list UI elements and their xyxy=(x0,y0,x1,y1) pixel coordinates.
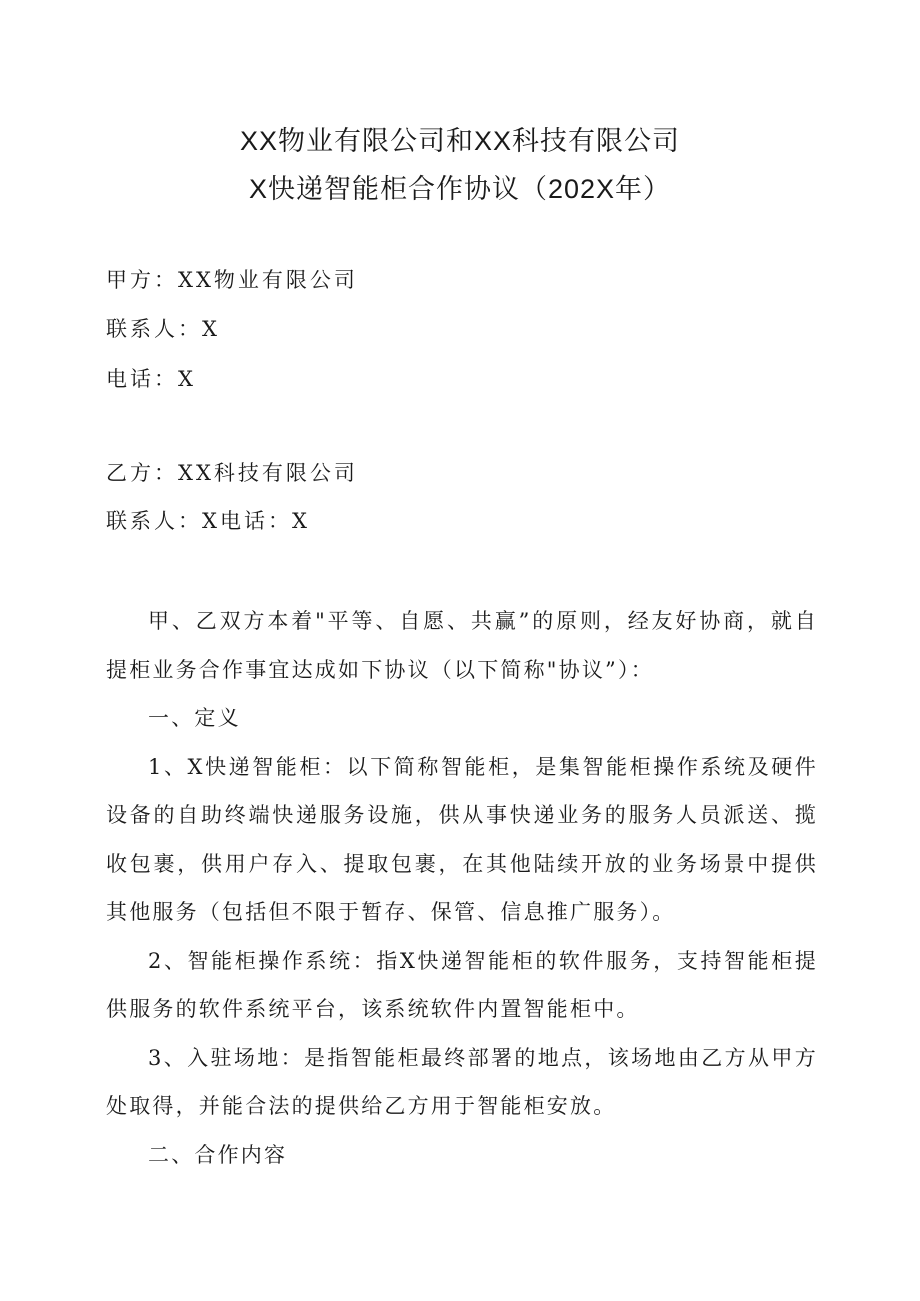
section-heading-cooperation: 二、合作内容 xyxy=(148,1142,288,1167)
party-b-contact-phone: 联系人：X电话：X xyxy=(106,509,310,533)
party-a-name: 甲方：XX物业有限公司 xyxy=(106,268,358,292)
clause-2: 2、智能柜操作系统：指X快递智能柜的软件服务，支持智能柜提供服务的软件系统平台，该系统软件内置智能柜中。 xyxy=(106,948,818,1021)
intro-paragraph: 甲、乙双方本着"平等、自愿、共赢”的原则，经友好协商，就自提柜业务合作事宜达成如下协议（以下简称"协议”）： xyxy=(106,609,818,682)
party-a-phone: 电话：X xyxy=(106,367,196,391)
clause-3: 3、入驻场地：是指智能柜最终部署的地点，该场地由乙方从甲方处取得，并能合法的提供给乙方用于智能柜安放。 xyxy=(106,1045,818,1118)
section-heading-definitions: 一、定义 xyxy=(148,706,241,730)
party-b-name: 乙方：XX科技有限公司 xyxy=(106,461,358,485)
document-title-line2: X快递智能柜合作协议（202X年） xyxy=(248,174,672,204)
agreement-body xyxy=(106,597,818,1179)
party-a-contact: 联系人：X xyxy=(106,317,220,341)
clause-1: 1、X快递智能柜：以下简称智能柜，是集智能柜操作系统及硬件设备的自助终端快递服务设施，供从事快递业务的服务人员派送、揽收包裹，供用户存入、提取包裹，在其他陆续开放的业务场景中提供其他服务（包括但不限于暂存、保管、信息推广服务）。 xyxy=(106,754,818,924)
document-title-line1: XX物业有限公司和XX科技有限公司 xyxy=(239,126,681,156)
